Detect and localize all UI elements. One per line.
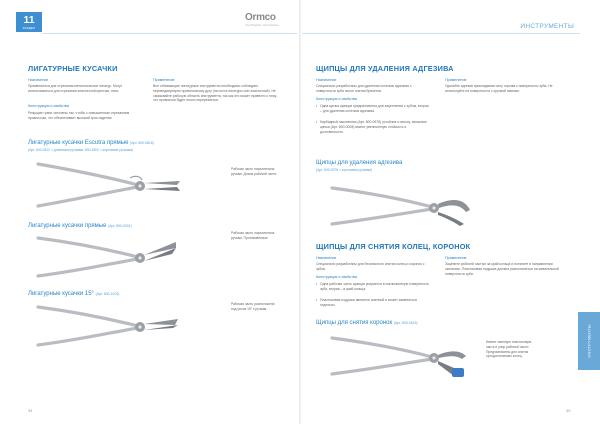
adhesive-bullet-1: • Одна щечка щипцов предназначена для зацепления с зубом, вторая – для удаления остатков адгезива. — [316, 104, 430, 114]
product-3-caption-line-2: под углом 15° к ручкам. — [231, 306, 268, 311]
band-caption-line-2: часть и упор рабочей части. — [486, 344, 530, 349]
band-bullet-2: • Пластиковая подушка является сменной и может заменяться отдельно. — [316, 298, 430, 308]
product-1-code: (Арт. 800-0818) — [130, 141, 154, 145]
band-removing-section-title: ЩИПЦЫ ДЛЯ СНЯТИЯ КОЛЕЦ, КОРОНОК — [316, 242, 471, 251]
band-product-code: (Арт. 800-0613) — [393, 321, 418, 325]
band-usage-heading: Применение — [445, 256, 467, 260]
left-section-title: ЛИГАТУРНЫЕ КУСАЧКИ — [28, 64, 118, 73]
plastic-pad — [452, 368, 464, 377]
product-3-code: (Арт. 800-1003) — [95, 292, 120, 296]
product-2-code: (Арт. 800-0001) — [108, 224, 132, 228]
adhesive-section-title: ЩИПЦЫ ДЛЯ УДАЛЕНИЯ АДГЕЗИВА — [316, 64, 454, 73]
ligature-cutter-straight-image — [34, 228, 184, 284]
product-2-caption-line-2: ручкам. Противовесные — [231, 235, 268, 240]
header-rule-right — [302, 33, 580, 34]
adhesive-purpose-text: Специально разработаны для удаления остатков адгезива с поверхности зуба после снятия брекетов. — [316, 84, 412, 93]
product-3-caption-line-1: Рабочая часть расположена — [231, 302, 275, 306]
product-2-caption — [231, 231, 301, 241]
adhesive-product-ref: (Арт. 800-0978 = короткими ручками) — [316, 168, 373, 172]
product-1-caption — [231, 167, 301, 177]
product-1-name — [28, 140, 154, 146]
ligature-cutter-15deg-image — [34, 297, 184, 353]
side-tab-label: ИНСТРУМЕНТЫ — [586, 324, 592, 358]
left-usage-text: Все отбивающие лигатурные инструменты необходимо соблюдать перпендикулярно проволочному дугу (на поста лигатуры или эластичной). Не смазывайте рабочую область инструмента, так как это может привести к тому, что проволока будет плохо перерезаться. — [153, 84, 277, 103]
header-rule-left — [42, 33, 297, 34]
brand-tagline: Your Practice. Our Passion. — [245, 23, 280, 27]
page-fold — [299, 0, 301, 424]
band-product-name — [316, 320, 418, 326]
product-1-caption-line-2: ручкам. Длина рабочей части — [231, 171, 277, 176]
band-caption-line-1: Имеют сменную пластиковую — [486, 340, 532, 344]
band-purpose-heading: Назначение — [316, 256, 337, 260]
band-bullet-1: • Одна рабочая часть щипцов упирается в окклюзионную поверхность зуба, вторая – в край кольца. — [316, 282, 430, 292]
band-caption-line-4: ортодонтических колец. — [486, 354, 523, 359]
band-construction-heading: Конструкция и свойства — [316, 275, 357, 279]
product-2-caption-line-1: Рабочая часть параллельна — [231, 231, 275, 235]
brand-logo: Ormco — [245, 12, 276, 23]
side-tab — [578, 312, 600, 370]
product-1-title: Лигатурные кусачки Escutra прямые — [28, 140, 129, 146]
ligature-cutter-escutra-image — [34, 154, 184, 216]
band-usage-text: Зацепите рабочей частью за край кольца и потяните в направлении окклюзии. Пластиковая подушка должна располагаться на жевательной поверхности зуба. — [445, 262, 559, 276]
section-label: ИНСТРУМЕНТЫ — [520, 23, 574, 30]
band-purpose-text: Специально разработаны для безопасного снятия колец и коронок с зубов. — [316, 262, 425, 271]
product-3-caption — [231, 302, 301, 312]
left-purpose-text: Применяются для отрезания металлических лигатур. Могут использоваться для отрезания эластичной цепочки, нити. — [28, 84, 123, 93]
band-product-title: Щипцы для снятия коронок — [316, 320, 393, 326]
adhesive-usage-heading: Применение — [445, 78, 467, 82]
left-construction-heading: Конструкция и свойства — [28, 104, 69, 108]
product-1-ref: (Арт. 800-0812 = длинными ручками; 800-1802 = короткими ручками) — [28, 148, 134, 152]
left-page-number: 34 — [28, 408, 33, 413]
band-caption-line-3: Предназначены для снятия — [486, 349, 529, 354]
adhesive-usage-text: Удаляйте адгезив прикладывая силу отрыва к поверхности зуба. Не используйте на поверхности с хрупкой эмалью. — [445, 84, 553, 93]
adhesive-bullet-2: • Карбидный наконечник (Арт. 800-0978) устойчив к износу, запасные щечки (Арт. 800-0008) имеют увеличенную стойкость и долговечность. — [316, 120, 430, 134]
left-purpose-heading: Назначение — [28, 78, 49, 82]
adhesive-construction-heading: Конструкция и свойства — [316, 97, 357, 101]
right-page-number: 35 — [566, 408, 571, 413]
product-1-caption-line-1: Рабочая часть параллельна — [231, 167, 275, 171]
adhesive-purpose-heading: Назначение — [316, 78, 337, 82]
left-usage-heading: Применение — [153, 78, 175, 82]
page-badge — [16, 12, 42, 32]
band-removing-plier-image — [328, 328, 478, 386]
product-2-title: Лигатурные кусачки прямые — [28, 223, 107, 229]
left-construction-text: Режущие грани заточены так, чтобы с повышенным отрезанием проволочки, что обеспечивает высокий срок изделия. — [28, 111, 130, 120]
badge-number: 11 — [23, 14, 35, 26]
badge-label: РАЗДЕЛ — [22, 26, 36, 30]
adhesive-product-name: Щипцы для удаления адгезива — [316, 160, 403, 166]
adhesive-removing-plier-image — [328, 180, 478, 236]
product-3-title: Лигатурные кусачки 15° — [28, 291, 94, 297]
band-product-caption — [486, 340, 568, 359]
